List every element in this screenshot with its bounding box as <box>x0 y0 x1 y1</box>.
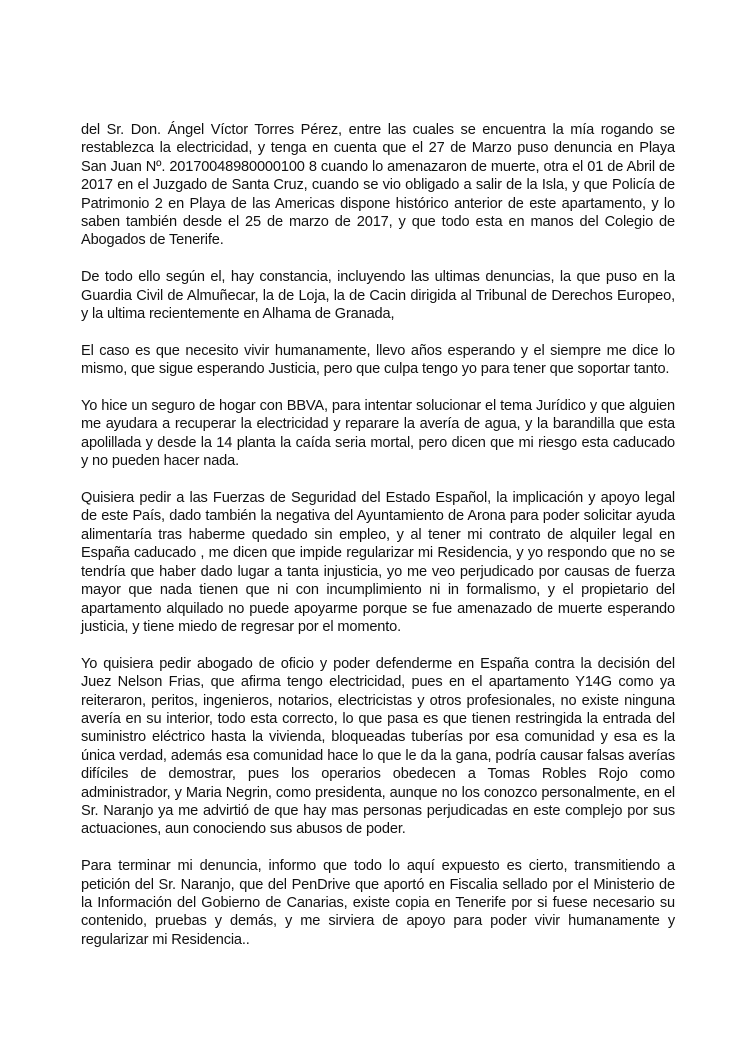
paragraph-2: De todo ello según el, hay constancia, incluyendo las ultimas denuncias, la que puso en la Guardia Civil de Almuñecar, la de Loja, la de Cacin dirigida al Tribunal de Derechos Europeo, y la ultima recientemente en Alhama de Granada, <box>81 269 675 323</box>
paragraph-3: El caso es que necesito vivir humanamente, llevo años esperando y el siempre me dice lo mismo, que sigue esperando Justicia, pero que culpa tengo yo para tener que soportar tanto. <box>81 342 675 378</box>
paragraph-4: Yo hice un seguro de hogar con BBVA, para intentar solucionar el tema Jurídico y que alguien me ayudara a recuperar la electricidad y reparare la avería de agua, y la barandilla que esta apolillada y desde la 14 planta la caída seria mortal, pero dicen que mi riesgo esta caducado y no pueden hacer nada. <box>81 398 675 470</box>
paragraph-1: del Sr. Don. Ángel Víctor Torres Pérez, entre las cuales se encuentra la mía rogando se restablezca la electricidad, y tenga en cuenta que el 27 de Marzo puso denuncia en Playa San Juan Nº. 20170048980000100 8 cuando lo amenazaron de muerte, otra el 01 de Abril de 2017 en el Juzgado de Santa Cruz, cuando se vio obligado a salir de la Isla, y que Policía de Patrimonio 2 en Playa de las Americas dispone histórico anterior de este apartamento, y lo saben también desde el 25 de marzo de 2017, y que todo esta en manos del Colegio de Abogados de Tenerife. <box>81 122 675 249</box>
paragraph-5: Quisiera pedir a las Fuerzas de Seguridad del Estado Español, la implicación y apoyo legal de este País, dado también la negativa del Ayuntamiento de Arona para poder solicitar ayuda alimentaría tras haberme quedado sin empleo, y al tener mi contrato de alquiler legal en España caducado , me dicen que impide regularizar mi Residencia, y yo respondo que no se tendría que haber dado lugar a tanta injusticia, yo me veo perjudicado por causas de fuerza mayor que nada tienen que ni con incumplimiento ni in formalismo, y el propietario del apartamento alquilado no puede apoyarme porque se fue amenazado de muerte esperando justicia, y tiene miedo de regresar por el momento. <box>81 490 675 635</box>
paragraph-6: Yo quisiera pedir abogado de oficio y poder defenderme en España contra la decisión del Juez Nelson Frias, que afirma tengo electricidad, pues en el apartamento Y14G como ya reiteraron, peritos, ingenieros, notarios, electricistas y otros profesionales, no existe ninguna avería en su interior, todo esta correcto, lo que pasa es que tienen restringida la entrada del suministro eléctrico hasta la vivienda, bloqueadas tuberías por esa comunidad y esa es la única verdad, además esa comunidad hace lo que le da la gana, podría causar falsas averías difíciles de demostrar, pues los operarios obedecen a Tomas Robles Rojo como administrador, y Maria Negrin, como presidenta, aunque no los conozco personalmente, en el Sr. Naranjo ya me advirtió de que hay mas personas perjudicadas en este complejo por sus actuaciones, aun conociendo sus abusos de poder. <box>81 655 675 838</box>
paragraph-7: Para terminar mi denuncia, informo que todo lo aquí expuesto es cierto, transmitiendo a petición del Sr. Naranjo, que del PenDrive que aportó en Fiscalia sellado por el Ministerio de la Información del Gobierno de Canarias, existe copia en Tenerife por si fuese necesario su contenido, pruebas y demás, y me sirviera de apoyo para poder vivir humanamente y regularizar mi Residencia.. <box>81 858 675 948</box>
document-body <box>81 121 675 968</box>
